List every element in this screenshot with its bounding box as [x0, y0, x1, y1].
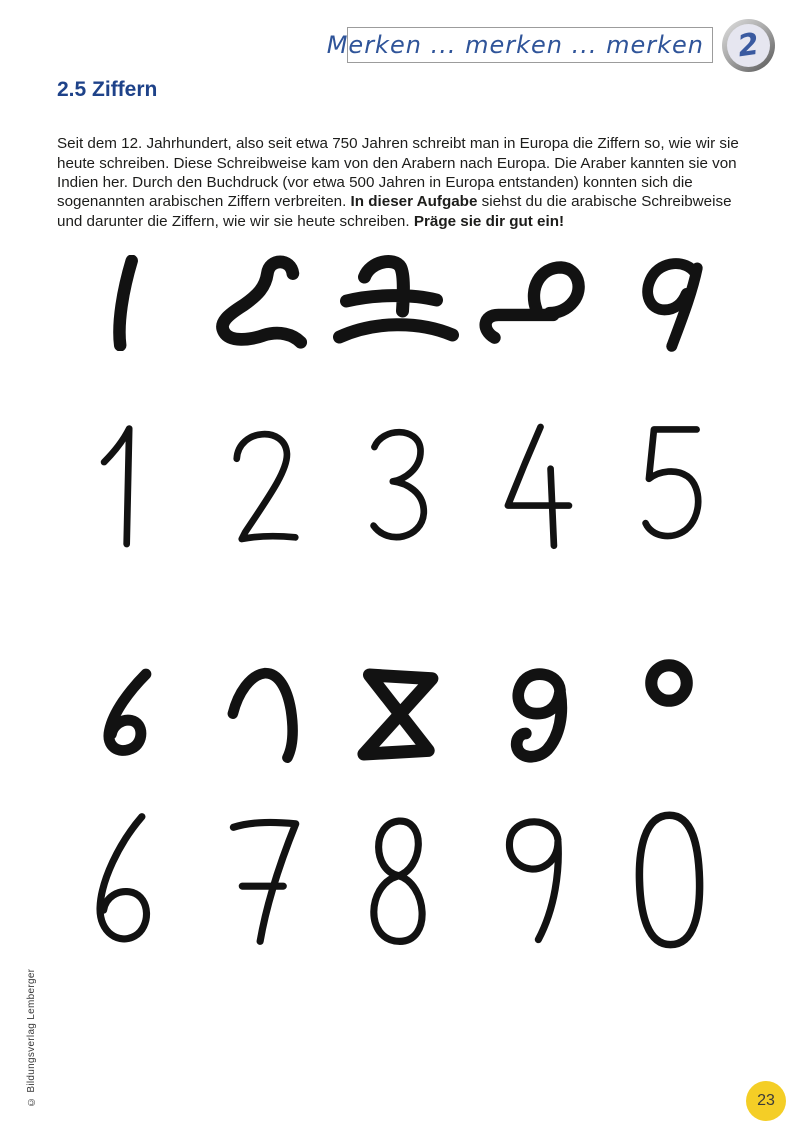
modern-numerals-row-2: [57, 803, 737, 955]
modern-numerals-row-1: [57, 415, 737, 555]
old-numeral-7-glyph: [193, 655, 329, 775]
old-numeral-3-glyph: [329, 250, 465, 356]
old-arabic-numerals-row-2: [57, 655, 737, 775]
section-heading: 2.5 Ziffern: [57, 78, 158, 101]
paragraph-segment: Seit dem 12. Jahrhundert, also seit etwa 750 Jahren schreibt man in Europa die Ziffern so, wie wir sie heute schreiben. Diese Schreibweise kam von den Arabern nach Europa. Die Araber kannten sie von Indien her. Durch den Buchdruck (vor etwa 500 Jahren in Europa entstanden) konnten sich die sogenannten arabischen Ziffern verbreiten.: [57, 135, 739, 211]
merken-banner: [326, 27, 713, 63]
paragraph-bold-segment: Präge sie dir gut ein!: [413, 212, 565, 230]
page-number-badge: [746, 1081, 786, 1121]
modern-numeral-6-glyph: [57, 803, 193, 955]
modern-numeral-0-glyph: [601, 803, 737, 955]
old-numeral-5-glyph: [601, 250, 737, 356]
paragraph-bold-segment: In dieser Aufgabe: [350, 193, 478, 211]
old-numeral-0-glyph: [601, 655, 737, 775]
paragraph-segment: siehst du die arabische Schreibweise und darunter die Ziffern, wie wir sie heute schreiben.: [57, 193, 732, 230]
old-numeral-4-glyph: [465, 250, 601, 356]
old-numeral-1-glyph: [57, 250, 193, 356]
modern-numeral-9-glyph: [465, 803, 601, 955]
modern-numeral-5-glyph: [601, 415, 737, 555]
old-numeral-6-glyph: [57, 655, 193, 775]
page-number: 23: [757, 1092, 775, 1109]
modern-numeral-2-glyph: [193, 415, 329, 555]
merken-banner-label: Merken ... merken ... merken: [326, 31, 704, 59]
old-arabic-numerals-row-1: [57, 250, 737, 356]
publisher-copyright: © Bildungsverlag Lemberger: [26, 968, 37, 1107]
old-numeral-8-glyph: [329, 655, 465, 775]
intro-paragraph: [57, 134, 749, 231]
old-numeral-2-glyph: [193, 250, 329, 356]
modern-numeral-7-glyph: [193, 803, 329, 955]
modern-numeral-4-glyph: [465, 415, 601, 555]
chapter-number-badge: [722, 19, 775, 72]
modern-numeral-3-glyph: [329, 415, 465, 555]
chapter-number: 2: [735, 26, 762, 64]
modern-numeral-8-glyph: [329, 803, 465, 955]
modern-numeral-1-glyph: [57, 415, 193, 555]
chapter-number-badge-inner: [727, 24, 770, 67]
old-numeral-9-glyph: [465, 655, 601, 775]
